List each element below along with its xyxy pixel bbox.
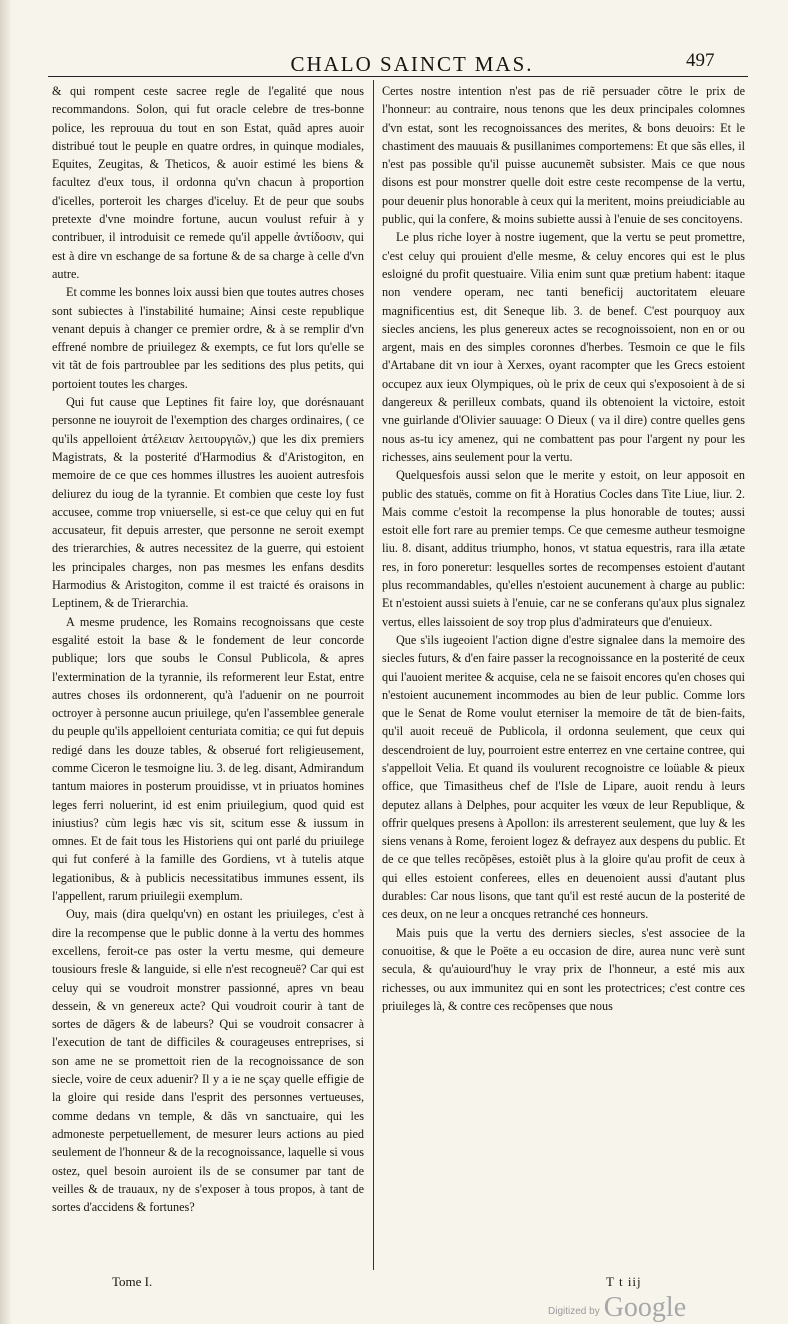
signature-mark: T t iij: [606, 1274, 642, 1289]
paragraph: Certes nostre intention n'est pas de riẽ persuader cõtre le prix de l'honneur: au contraire, nous tenons que les deux principales colomnes d'vn estat, sont les recognoissances des merites, & bons deuoirs: Et le chastiment des mauuais & pusillanimes comportemens: Et que sãs elles, il n'est pas possible qu'il puisse aucunemẽt subsister. Mais ce que nous disons est pour monstrer quelle doit estre ceste recompense de la vertu, pour deuenir plus honorable à ceux qui la meritent, moins preiudiciable au public, qui la confere, & moins subiette aussi à l'enuie de ses concitoyens.: [382, 84, 745, 227]
header-rule: [48, 76, 748, 77]
digitized-watermark: [548, 1290, 748, 1322]
page-number: 497: [686, 50, 715, 71]
paragraph: Et comme les bonnes loix aussi bien que toutes autres choses sont subiectes à l'instabilité humaine; Ainsi ceste republique venant depuis à changer ce premier ordre, & à se remplir d'vn effrené nombre de priuilegez & exempts, ce fut lors qu'elle se vit tãt de fois partroublee par les seditions des plus petits, qui portoient toutes les charges.: [52, 285, 364, 391]
right-column: [382, 82, 745, 1252]
paragraph: Que s'ils iugeoient l'action digne d'estre signalee dans la memoire des siecles futurs, & d'en faire passer la recognoissance en la posterité de ceux qui l'auoient meritee & acquise, cela ne se faisoit encores qu'en choses qui n'estoient aucunement incommodes au bien de leur public. Comme lors que le Senat de Rome voulut eterniser la memoire de tãt de bien-faits, qu'il auoit receuë de Publicola, il ordonna seulement, que ceux qui descendroient de luy, pourroient estre enterrez en vne certaine contree, qui s'appelloit Velia. Et quand ils voulurent recognoistre ce loüable & pieux office, que Timasitheus chef de l'Isle de Lipare, auoit rendu à leurs deputez allans à Delphes, pour acquiter les vœux de leur Republique, & offrir quelques presens à Apollon: ils arresterent seulement, que luy & les siens venans à Rome, feroient logez & defrayez aux despens du public. Et de ce que telles recõpẽses, estoiẽt plus à la gloire qu'au profit de ceux à qui elles estoient conferees, elles en deuenoient aussi d'autant plus durables: Car nous lisons, que tant qu'il est resté aucun de la posterité de ces deux, on ne leur a oncques retranché ces honneurs.: [382, 632, 745, 922]
running-title: CHALO SAINCT MAS.: [290, 52, 534, 76]
paragraph: Le plus riche loyer à nostre iugement, que la vertu se peut promettre, c'est celuy qui prouient d'elle mesme, & celuy encores qui est le plus esloigné du profit questuaire. Vilia enim sunt quæ pretium habent: itaque non vendere operam, nec tanti beneficij auctoritatem eleuare magnificentius est, dit Seneque lib. 3. de benef. C'est pourquoy aux siecles anciens, les plus genereux actes se recognoissoient, non en or ou argent, mais en des simples coronnes d'herbes. Tesmoin ce que le fils d'Artabane dit vn iour à Xerxes, oyant racompter que les Grecs estoient occupez aux ieux Olympiques, où le prix de ceux qui s'exposoient à de si dangereux & perilleux combats, quand ils obtenoient la victoire, estoit vne guirlande d'Olivier sauuage: O Dieux ( va il dire) contre quelles gens nous as-tu icy amenez, qui ne combattent pas pour l'argent ny pour les richesses, ains seulement pour la vertu.: [382, 230, 745, 464]
watermark-prefix: Digitized by: [548, 1306, 600, 1317]
paragraph: & qui rompent ceste sacree regle de l'egalité que nous recommandons. Solon, qui fut oracle celebre de tres-bonne police, les reprouua du tout en son Estat, quãd apres auoir distribué tout le peuple en quatre ordres, in quinque modiales, Equites, Zeugitas, & Theticos, & auoir estimé les biens & facultez d'eux tous, il ordonna qu'vn chacun à proportion d'icelles, porteroit les charges d'iceluy. Et de peur que soubs pretexte d'vne moindre fortune, aucun voulust refuir à y contribuer, il introduisit ce remede qu'il appelle ἀντίδοσιν, qui est à dire vn eschange de sa fortune & de sa charge à celle d'vn autre.: [52, 84, 364, 281]
google-logo: Google: [603, 1292, 687, 1323]
paragraph: Quelquesfois aussi selon que le merite y estoit, on leur apposoit en public des statuës, comme on fit à Horatius Cocles dans Tite Liue, liur. 2. Mais comme c'estoit la recompense la plus honorable de toutes; aussi estoit elle fort rare au premier temps. Ce que cemesme autheur tesmoigne liu. 8. disant, additus triumpho, honos, vt statua equestris, rara illa ætate res, in foro poneretur: lesquelles sortes de recompenses estoient d'autant plus recommandables, qu'elles n'estoient aucunement à charge au public: Et n'estoient aussi suiets à l'enuie, car ne se conferans qu'aux plus signalez vertus, elles laissoient de soy trop plus d'admirateurs que d'enuieux.: [382, 468, 745, 629]
volume-label: Tome I.: [112, 1274, 153, 1289]
page-gutter-edge: [0, 0, 12, 1324]
paragraph: Ouy, mais (dira quelqu'vn) en ostant les priuileges, c'est à dire la recompense que le public donne à la vertu des hommes excellens, feroit-ce pas oster la vertu mesme, qui demeure tousiours fresle & languide, si elle n'est recogneuë? Car qui est celuy qui se voudroit monstrer passionné, apres vn beau dessein, & vn genereux acte? Qui voudroit courir à tant de sortes de dãgers & de labeurs? Qui se voudroit consacrer à l'execution de tant de difficiles & courageuses entreprises, si son ame ne se promettoit rien de la recognoissance de son siecle, voire de ceux aduenir? Il y a ie ne sçay quelle effigie de la gloire qui reside dans l'esprit des personnes vertueuses, comme dedans vn temple, & dãs vn sanctuaire, qui les admoneste perpetuellement, de mesurer leurs actions au pied seulement de l'honneur & de la recognoissance, laquelle si vous ostez, quel besoin auroient ils de se consumer par tant de veilles & de trauaux, ny de s'exposer à tous propos, à tant de sortes d'accidens & fortunes?: [52, 907, 364, 1215]
paragraph: Mais puis que la vertu des derniers siecles, s'est associee de la conuoitise, & que le Poëte a eu occasion de dire, aurea nunc verè sunt secula, & qu'auiourd'huy le vray prix de l'honneur, a esté mis aux richesses, ou aux immunitez qui en sont les protectrices; c'est contre ces priuileges là, & contre ces recõpenses que nous: [382, 925, 745, 1013]
paragraph: Qui fut cause que Leptines fit faire loy, que dorésnauant personne ne iouyroit de l'exemption des charges ordinaires, ( ce qu'ils appelloient ἀτέλειαν λειτουργιῶν,) que les dix premiers Magistrats, & la posterité d'Harmodius & d'Aristogiton, en memoire de ce que ces hommes illustres les auoient autresfois deliurez du ioug de la tyrannie. Et combien que ceste loy fust accusee, comme trop vniuerselle, si est-ce que celuy qui en fut accusateur, fit depuis arrester, que personne ne seroit exempt des trierarchies, & autres necessitez de la guerre, qui estoient les principales charges, non pas mesmes les enfans desdits Harmodius & Aristogiton, comme il est traicté és oraisons in Leptinem, & de Trierarchia.: [52, 395, 364, 611]
left-column: [52, 82, 364, 1252]
paragraph: A mesme prudence, les Romains recognoissans que ceste esgalité estoit la base & le fondement de leur concorde publique; lors que soubs le Consul Publicola, & apres l'extermination de la tyrannie, ils reformerent leur Estat, entre autres choses ils ordonnerent, qu'à l'aduenir on ne pourroit octroyer à personne aucun priuilege, qu'en l'assemblee generale du peuple qu'ils appelloient centuriata comitia; ce qui fut depuis redigé dans les douze tables, & obserué fort religieusement, comme Ciceron le tesmoigne liu. 3. de leg. disant, Admirandum tantum maiores in posterum prouidisse, vt in priuatos homines leges ferri noluerint, id est enim priuilegium, quod quid est iniustius? cùm legis hæc vis sit, scitum esse & iussum in omnes. Et de fait tous les Historiens qui ont parlé du priuilege qui fut conferé à la famille des Gordiens, vt à tutelis atque legationibus, & à publicis necessitatibus immunes essent, ils l'appellent, rarum priuilegii exemplum.: [52, 614, 364, 904]
column-divider: [373, 80, 374, 1270]
